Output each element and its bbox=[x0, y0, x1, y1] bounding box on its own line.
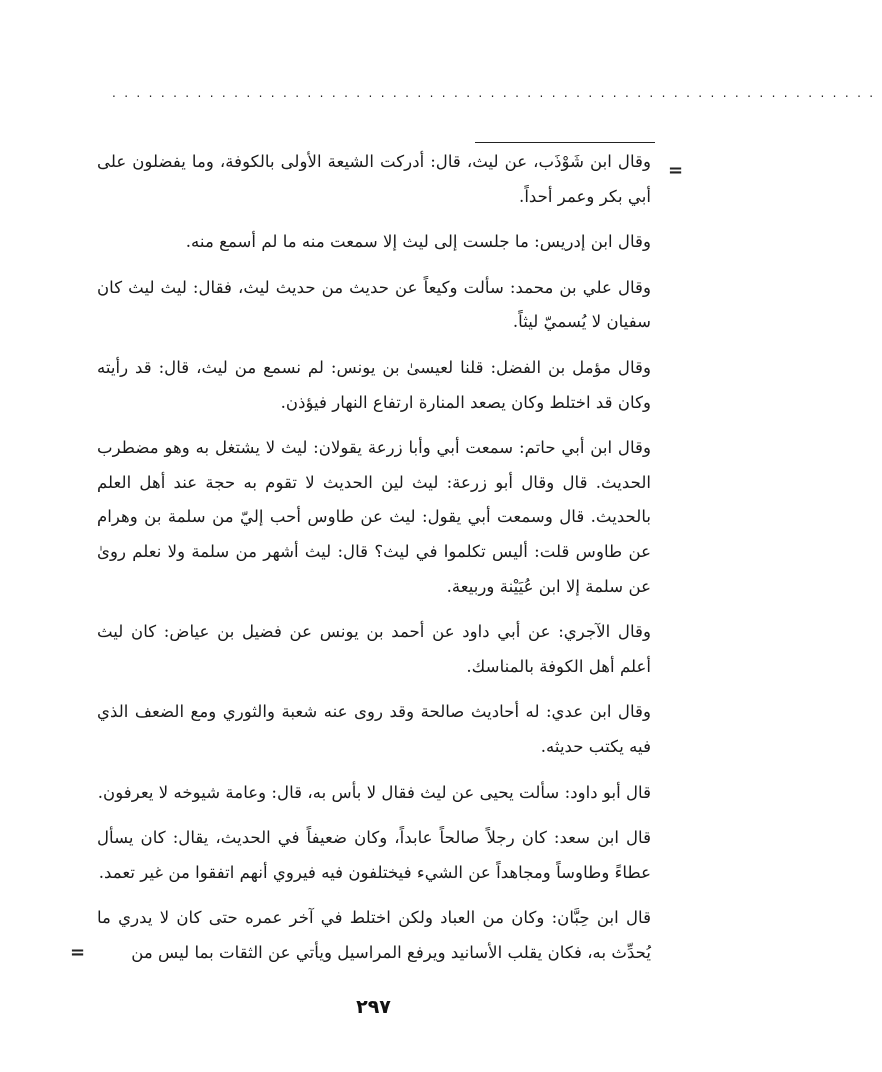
paragraph: وقال علي بن محمد: سألت وكيعاً عن حديث من حديث ليث، فقال: ليث ليث كان سفيان لا يُسميّ ليثاً. bbox=[97, 277, 651, 332]
paragraph: وقال الآجري: عن أبي داود عن أحمد بن يونس عن فضيل بن عياض: كان ليث أعلم أهل الكوفة بالمناسك. bbox=[97, 622, 651, 676]
paragraph: قال ابن سعد: كان رجلاً صالحاً عابداً، وكان ضعيفاً في الحديث، يقال: كان يسأل عطاءً وطاوساً ومجاهداً عن الشيء فيختلفون فيه فيروي أنهم اتفقوا من غير تعمد. bbox=[97, 828, 652, 882]
page-body bbox=[97, 145, 651, 981]
paragraph: قال أبو داود: سألت يحيى عن ليث فقال لا بأس به، قال: وعامة شيوخه لا يعرفون. bbox=[97, 782, 651, 802]
paragraph: وقال مؤمل بن الفضل: قلنا لعيسىٰ بن يونس: لم نسمع من ليث، قال: قد رأيته وكان قد اختلط وكان يصعد المنارة ارتفاع النهار فيؤذن. bbox=[97, 357, 651, 412]
paragraph: وقال ابن إدريس: ما جلست إلى ليث إلا سمعت منه ما لم أسمع منه. bbox=[185, 232, 651, 252]
paragraph: قال ابن حِبَّان: وكان من العباد ولكن اختلط في آخر عمره حتى كان لا يدري ما يُحدِّث به، فكان يقلب الأسانيد ويرفع المراسيل ويأتي عن الثقات بما ليس من bbox=[97, 908, 651, 962]
continuation-mark-top: = bbox=[668, 160, 684, 181]
page-number: ٢٩٧ bbox=[356, 996, 391, 1018]
continuation-mark-bottom: = bbox=[70, 942, 86, 963]
paragraph: وقال ابن شَوْذَب، عن ليث، قال: أدركت الشيعة الأولى بالكوفة، وما يفضلون على أبي بكر وعمر أحداً. bbox=[97, 152, 651, 206]
paragraph: وقال ابن عدي: له أحاديث صالحة وقد روى عنه شعبة والثوري ومع الضعف الذي فيه يكتب حديثه. bbox=[97, 702, 651, 756]
footnote-rule bbox=[475, 142, 655, 143]
paragraph: وقال ابن أبي حاتم: سمعت أبي وأبا زرعة يقولان: ليث لا يشتغل به وهو مضطرب الحديث. قال وقال أبو زرعة: ليث لين الحديث لا تقوم به حجة عند أهل العلم بالحديث. قال وسمعت أبي يقول: ليث عن طاوس أحب إليّ من سلمة بن وهرام عن طاوس قلت: أليس تكلموا في ليث؟ قال: ليث أشهر من سلمة ولا نعلم روىٰ عن سلمة إلا ابن عُيَيْنة وربيعة. bbox=[97, 438, 651, 596]
dotted-separator: ............................................................... bbox=[112, 86, 882, 100]
